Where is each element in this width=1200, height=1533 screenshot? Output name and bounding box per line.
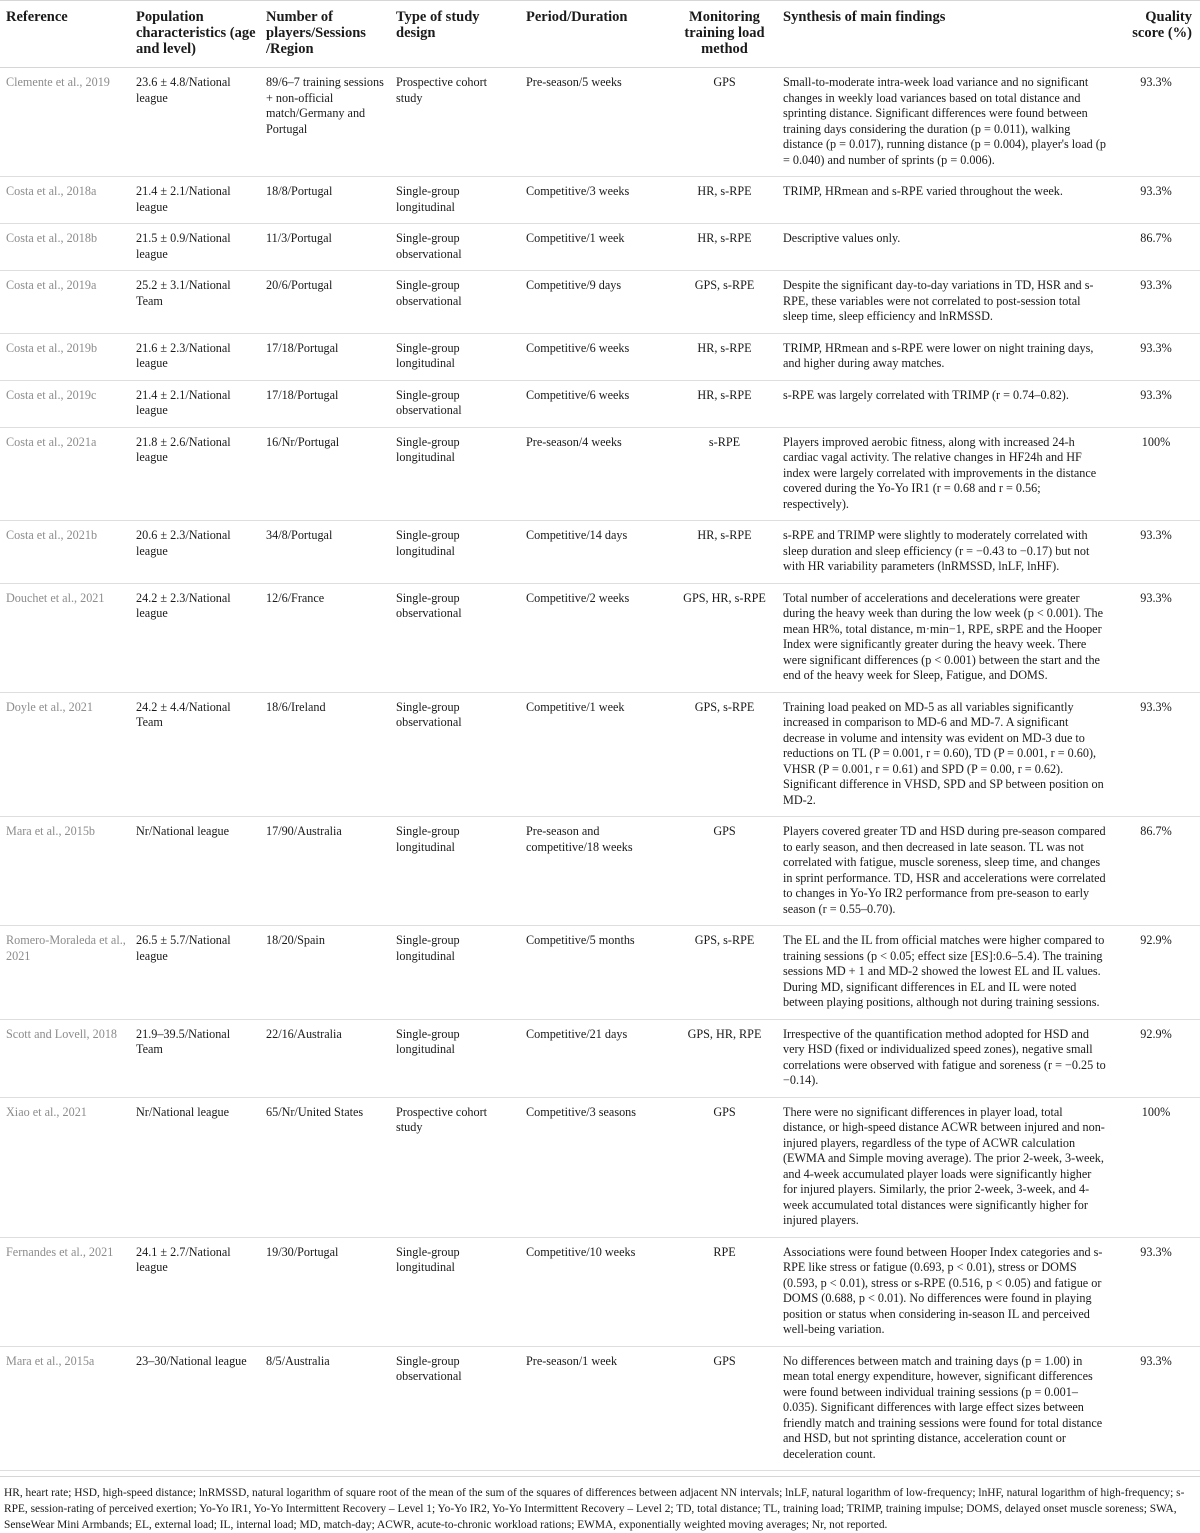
header-players: Number of players/Sessions /Region — [260, 1, 390, 68]
cell-quality: 93.3% — [1110, 1237, 1200, 1346]
cell-design: Single-group longitudinal — [390, 521, 520, 584]
table-row — [0, 427, 1200, 521]
cell-period: Pre-season/1 week — [520, 1346, 670, 1471]
cell-period: Competitive/14 days — [520, 521, 670, 584]
table-row — [0, 583, 1200, 692]
cell-method: HR, s-RPE — [670, 333, 777, 380]
cell-quality: 100% — [1110, 427, 1200, 521]
cell-period: Competitive/5 months — [520, 926, 670, 1020]
cell-design: Single-group longitudinal — [390, 177, 520, 224]
table-row — [0, 1019, 1200, 1097]
cell-population: 24.2 ± 4.4/National Team — [130, 692, 260, 817]
header-design: Type of study design — [390, 1, 520, 68]
cell-population: 20.6 ± 2.3/National league — [130, 521, 260, 584]
cell-population: 21.4 ± 2.1/National league — [130, 177, 260, 224]
header-reference: Reference — [0, 1, 130, 68]
cell-method: GPS — [670, 817, 777, 926]
table-footnote: HR, heart rate; HSD, high-speed distance; lnRMSSD, natural logarithm of square root of the mean of the sum of the squares of differences between adjacent NN intervals; lnLF, natural logarithm of low-frequency; lnHF, natural logarithm of high-frequency; s-RPE, session-rating of perceived exertion; Yo-Yo IR1, Yo-Yo Intermittent Recovery – Level 1; Yo-Yo IR2, Yo-Yo Intermittent Recovery – Level 2; TD, total distance; TL, training load; TRIMP, training impulse; DOMS, delayed onset muscle soreness; SWA, SenseWear Mini Armbands; EL, external load; IL, internal load; MD, match-day; ACWR, acute-to-chronic workload rations; EWMA, exponentially weighted moving averages; Nr, not reported. — [0, 1476, 1200, 1533]
cell-quality: 92.9% — [1110, 1019, 1200, 1097]
table-row — [0, 1097, 1200, 1237]
cell-method: GPS, HR, s-RPE — [670, 583, 777, 692]
cell-findings: TRIMP, HRmean and s-RPE were lower on night training days, and higher during away matches. — [777, 333, 1110, 380]
cell-findings: There were no significant differences in player load, total distance, or high-speed distance ACWR between injured and non-injured players, regardless of the type of ACWR calculation (EWMA and Simple moving average). The prior 2-week, 3-week, and 4-week accumulated player loads were significantly higher for injured players. Similarly, the prior 2-week, 3-week, and 4-week accumulated total distances were significantly higher for injured players. — [777, 1097, 1110, 1237]
cell-players: 22/16/Australia — [260, 1019, 390, 1097]
cell-population: 25.2 ± 3.1/National Team — [130, 271, 260, 334]
cell-players: 19/30/Portugal — [260, 1237, 390, 1346]
table-row — [0, 271, 1200, 334]
cell-method: GPS, HR, RPE — [670, 1019, 777, 1097]
cell-method: RPE — [670, 1237, 777, 1346]
cell-population: 21.4 ± 2.1/National league — [130, 380, 260, 427]
cell-period: Pre-season/4 weeks — [520, 427, 670, 521]
cell-quality: 93.3% — [1110, 692, 1200, 817]
cell-findings: Players covered greater TD and HSD during pre-season compared to early season, and then decreased in late season. TL was not correlated with fatigue, muscle soreness, sleep time, and changes in sprint performance. TD, HSR and accelerations were correlated to changes in Yo-Yo IR2 performance from pre-season to early season (r = 0.55–0.70). — [777, 817, 1110, 926]
cell-population: 24.2 ± 2.3/National league — [130, 583, 260, 692]
cell-reference: Costa et al., 2021a — [0, 427, 130, 521]
cell-method: GPS, s-RPE — [670, 692, 777, 817]
cell-players: 65/Nr/United States — [260, 1097, 390, 1237]
cell-design: Single-group observational — [390, 583, 520, 692]
cell-quality: 93.3% — [1110, 1346, 1200, 1471]
cell-reference: Costa et al., 2018a — [0, 177, 130, 224]
cell-quality: 100% — [1110, 1097, 1200, 1237]
cell-quality: 93.3% — [1110, 271, 1200, 334]
cell-players: 18/6/Ireland — [260, 692, 390, 817]
header-quality: Quality score (%) — [1110, 1, 1200, 68]
table-row — [0, 380, 1200, 427]
cell-players: 11/3/Portugal — [260, 224, 390, 271]
cell-findings: Associations were found between Hooper Index categories and s-RPE like stress or fatigue (0.693, p < 0.01), stress or DOMS (0.593, p < 0.01), stress or s-RPE (0.516, p < 0.05) and fatigue or DOMS (0.688, p < 0.01). No differences were found in playing position or status when considering in-season IL and perceived well-being variation. — [777, 1237, 1110, 1346]
cell-quality: 92.9% — [1110, 926, 1200, 1020]
cell-reference: Costa et al., 2021b — [0, 521, 130, 584]
cell-reference: Romero-Moraleda et al., 2021 — [0, 926, 130, 1020]
cell-quality: 93.3% — [1110, 583, 1200, 692]
cell-quality: 93.3% — [1110, 177, 1200, 224]
cell-design: Single-group observational — [390, 692, 520, 817]
cell-method: HR, s-RPE — [670, 224, 777, 271]
table-row — [0, 692, 1200, 817]
header-method: Monitoring training load method — [670, 1, 777, 68]
cell-population: Nr/National league — [130, 1097, 260, 1237]
cell-period: Competitive/3 weeks — [520, 177, 670, 224]
cell-population: 21.5 ± 0.9/National league — [130, 224, 260, 271]
table-row — [0, 333, 1200, 380]
cell-players: 34/8/Portugal — [260, 521, 390, 584]
cell-players: 89/6–7 training sessions + non-official match/Germany and Portugal — [260, 68, 390, 177]
cell-period: Competitive/10 weeks — [520, 1237, 670, 1346]
cell-reference: Douchet et al., 2021 — [0, 583, 130, 692]
cell-period: Competitive/2 weeks — [520, 583, 670, 692]
cell-population: 24.1 ± 2.7/National league — [130, 1237, 260, 1346]
cell-method: GPS — [670, 1346, 777, 1471]
cell-findings: No differences between match and training days (p = 1.00) in mean total energy expenditure, however, significant differences were found between individual training sessions (p = 0.001–0.035). Significant differences with large effect sizes between friendly match and training sessions were found for total distance and HSD, but not sprinting distance, acceleration count or deceleration count. — [777, 1346, 1110, 1471]
cell-findings: The EL and the IL from official matches were higher compared to training sessions (p < 0.05; effect size [ES]:0.6–5.4). The training sessions MD + 1 and MD-2 showed the lowest EL and IL values. During MD, significant differences in EL and IL were noted between playing positions, although not during training sessions. — [777, 926, 1110, 1020]
table-row — [0, 926, 1200, 1020]
cell-reference: Costa et al., 2019a — [0, 271, 130, 334]
cell-method: GPS — [670, 68, 777, 177]
cell-reference: Costa et al., 2018b — [0, 224, 130, 271]
cell-findings: Small-to-moderate intra-week load variance and no significant changes in weekly load variances based on total distance and sprinting distance. Significant differences were found between training days considering the duration (p = 0.011), walking distance (p = 0.017), running distance (p = 0.004), player's load (p = 0.040) and number of sprints (p = 0.006). — [777, 68, 1110, 177]
table-row — [0, 521, 1200, 584]
table-header — [0, 1, 1200, 68]
cell-period: Competitive/21 days — [520, 1019, 670, 1097]
header-period: Period/Duration — [520, 1, 670, 68]
cell-period: Competitive/3 seasons — [520, 1097, 670, 1237]
cell-quality: 93.3% — [1110, 333, 1200, 380]
cell-findings: s-RPE was largely correlated with TRIMP (r = 0.74–0.82). — [777, 380, 1110, 427]
cell-period: Competitive/1 week — [520, 224, 670, 271]
cell-design: Single-group longitudinal — [390, 1019, 520, 1097]
cell-design: Prospective cohort study — [390, 68, 520, 177]
cell-population: 23.6 ± 4.8/National league — [130, 68, 260, 177]
cell-players: 12/6/France — [260, 583, 390, 692]
cell-players: 17/90/Australia — [260, 817, 390, 926]
cell-period: Competitive/1 week — [520, 692, 670, 817]
cell-design: Single-group longitudinal — [390, 1237, 520, 1346]
cell-design: Single-group observational — [390, 271, 520, 334]
cell-population: 26.5 ± 5.7/National league — [130, 926, 260, 1020]
cell-findings: Despite the significant day-to-day variations in TD, HSR and s-RPE, these variables were not correlated to post-session total sleep time, sleep efficiency and lnRMSSD. — [777, 271, 1110, 334]
table-body — [0, 68, 1200, 1471]
cell-quality: 93.3% — [1110, 68, 1200, 177]
cell-reference: Costa et al., 2019b — [0, 333, 130, 380]
cell-players: 17/18/Portugal — [260, 380, 390, 427]
cell-design: Single-group observational — [390, 1346, 520, 1471]
cell-method: GPS, s-RPE — [670, 926, 777, 1020]
cell-reference: Clemente et al., 2019 — [0, 68, 130, 177]
cell-period: Competitive/9 days — [520, 271, 670, 334]
cell-design: Single-group longitudinal — [390, 926, 520, 1020]
table-row — [0, 68, 1200, 177]
cell-period: Competitive/6 weeks — [520, 333, 670, 380]
cell-population: 21.8 ± 2.6/National league — [130, 427, 260, 521]
cell-players: 20/6/Portugal — [260, 271, 390, 334]
cell-players: 16/Nr/Portugal — [260, 427, 390, 521]
cell-method: HR, s-RPE — [670, 380, 777, 427]
cell-period: Pre-season/5 weeks — [520, 68, 670, 177]
cell-quality: 93.3% — [1110, 521, 1200, 584]
cell-findings: Players improved aerobic fitness, along with increased 24-h cardiac vagal activity. The relative changes in HF24h and HF index were largely correlated with improvements in the distance covered during the Yo-Yo IR1 (r = 0.68 and r = 0.56; respectively). — [777, 427, 1110, 521]
table-row — [0, 224, 1200, 271]
cell-findings: Training load peaked on MD-5 as all variables significantly increased in comparison to MD-6 and MD-7. A significant decrease in volume and intensity was evident on MD-3 due to reductions on TL (P = 0.001, r = 0.60), TD (P = 0.001, r = 0.60), VHSR (P = 0.001, r = 0.61) and SPD (P = 0.00, r = 0.62). Significant difference in VHSD, SPD and SP between position on MD-2. — [777, 692, 1110, 817]
cell-quality: 86.7% — [1110, 224, 1200, 271]
cell-period: Pre-season and competitive/18 weeks — [520, 817, 670, 926]
table-row — [0, 817, 1200, 926]
cell-reference: Xiao et al., 2021 — [0, 1097, 130, 1237]
cell-population: 21.9–39.5/National Team — [130, 1019, 260, 1097]
cell-findings: TRIMP, HRmean and s-RPE varied throughout the week. — [777, 177, 1110, 224]
cell-method: GPS, s-RPE — [670, 271, 777, 334]
cell-players: 18/20/Spain — [260, 926, 390, 1020]
cell-reference: Scott and Lovell, 2018 — [0, 1019, 130, 1097]
cell-players: 17/18/Portugal — [260, 333, 390, 380]
cell-findings: Descriptive values only. — [777, 224, 1110, 271]
cell-players: 18/8/Portugal — [260, 177, 390, 224]
cell-reference: Doyle et al., 2021 — [0, 692, 130, 817]
cell-population: 21.6 ± 2.3/National league — [130, 333, 260, 380]
cell-design: Single-group observational — [390, 224, 520, 271]
cell-design: Prospective cohort study — [390, 1097, 520, 1237]
cell-quality: 86.7% — [1110, 817, 1200, 926]
table-row — [0, 1346, 1200, 1471]
cell-population: Nr/National league — [130, 817, 260, 926]
table-row — [0, 177, 1200, 224]
cell-findings: Irrespective of the quantification method adopted for HSD and very HSD (fixed or individualized speed zones), negative small correlations were observed with fatigue and soreness (r = −0.25 to −0.14). — [777, 1019, 1110, 1097]
cell-method: s-RPE — [670, 427, 777, 521]
cell-population: 23–30/National league — [130, 1346, 260, 1471]
cell-period: Competitive/6 weeks — [520, 380, 670, 427]
header-findings: Synthesis of main findings — [777, 1, 1110, 68]
table-row — [0, 1237, 1200, 1346]
cell-reference: Mara et al., 2015b — [0, 817, 130, 926]
header-row — [0, 1, 1200, 68]
cell-reference: Fernandes et al., 2021 — [0, 1237, 130, 1346]
cell-method: HR, s-RPE — [670, 177, 777, 224]
cell-design: Single-group longitudinal — [390, 333, 520, 380]
cell-design: Single-group longitudinal — [390, 427, 520, 521]
cell-design: Single-group observational — [390, 380, 520, 427]
header-population: Population characteristics (age and level) — [130, 1, 260, 68]
cell-findings: Total number of accelerations and decelerations were greater during the heavy week than during the low week (p < 0.001). The mean HR%, total distance, m·min−1, RPE, sRPE and the Hooper Index were significantly greater during the heavy week. There were significant differences (p < 0.001) between the start and the end of the heavy week for Sleep, Fatigue, and DOMS. — [777, 583, 1110, 692]
cell-quality: 93.3% — [1110, 380, 1200, 427]
cell-design: Single-group longitudinal — [390, 817, 520, 926]
cell-reference: Costa et al., 2019c — [0, 380, 130, 427]
cell-method: GPS — [670, 1097, 777, 1237]
cell-method: HR, s-RPE — [670, 521, 777, 584]
cell-findings: s-RPE and TRIMP were slightly to moderately correlated with sleep duration and sleep efficiency (r = −0.43 to −0.17) but not with HR variability parameters (lnRMSSD, lnLF, lnHF). — [777, 521, 1110, 584]
cell-players: 8/5/Australia — [260, 1346, 390, 1471]
cell-reference: Mara et al., 2015a — [0, 1346, 130, 1471]
